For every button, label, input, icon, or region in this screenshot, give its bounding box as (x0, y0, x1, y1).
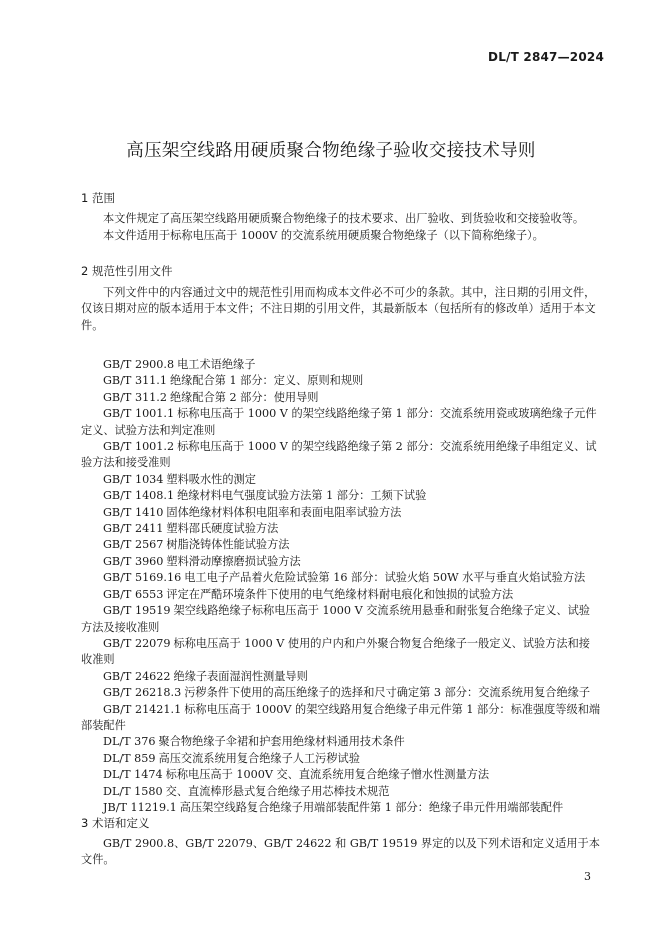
reference-title: 交、直流棒形悬式复合绝缘子用芯棒技术规范 (165, 784, 390, 798)
reference-code: GB/T 1001.2 (103, 440, 175, 454)
reference-title: 评定在严酷环境条件下使用的电气绝缘材料耐电痕化和蚀损的试验方法 (166, 587, 514, 601)
reference-title: 标称电压高于 1000V 交、直流系统用复合绝缘子憎水性测量方法 (165, 768, 490, 782)
reference-item (81, 603, 601, 636)
reference-item (81, 521, 601, 537)
reference-code: DL/T 859 (103, 751, 156, 765)
reference-title: 绝缘配合第 1 部分：定义、原则和规则 (169, 374, 364, 388)
reference-item (81, 734, 601, 750)
standard-number: DL/T 2847—2024 (488, 50, 604, 64)
terms-paragraph: GB/T 2900.8、GB/T 22079、GB/T 24622 和 GB/T 19519 界定的以及下列术语和定义适用于本文件。 (81, 837, 600, 867)
reference-item (81, 505, 601, 521)
reference-code: DL/T 376 (103, 735, 156, 749)
reference-item (81, 537, 601, 553)
reference-code: GB/T 19519 (103, 604, 171, 618)
reference-code: GB/T 1408.1 (103, 489, 175, 503)
reference-code: GB/T 5169.16 (103, 571, 182, 585)
reference-list (81, 357, 601, 816)
reference-title: 标称电压高于 1000 V 的架空线路绝缘子第 1 部分：交流系统用瓷或玻璃绝缘子元件定义、试验方法和判定准则 (81, 407, 597, 437)
reference-item (81, 767, 601, 783)
reference-item (81, 800, 601, 816)
reference-code: GB/T 2900.8 (103, 358, 175, 371)
reference-item (81, 406, 601, 439)
reference-item (81, 439, 601, 472)
reference-title: 架空线路绝缘子标称电压高于 1000 V 交流系统用悬垂和耐张复合绝缘子定义、试验方法及接收准则 (81, 604, 590, 634)
reference-code: JB/T 11219.1 (103, 800, 177, 814)
reference-item (81, 357, 601, 373)
reference-code: GB/T 22079 (103, 636, 171, 650)
reference-code: GB/T 1034 (103, 472, 164, 486)
reference-code: GB/T 2411 (103, 522, 164, 536)
reference-item (81, 702, 601, 735)
section-heading-terms: 3 术语和定义 (81, 816, 150, 830)
reference-code: GB/T 311.1 (103, 374, 167, 388)
reference-code: GB/T 2567 (103, 538, 164, 552)
reference-code: DL/T 1474 (103, 768, 163, 782)
reference-item (81, 373, 601, 389)
reference-item (81, 472, 601, 488)
reference-title: 高压架空线路复合绝缘子用端部装配件第 1 部分：绝缘子串元件用端部装配件 (179, 800, 564, 814)
reference-item (81, 390, 601, 406)
reference-item (81, 587, 601, 603)
reference-title: 标称电压高于 1000V 的架空线路用复合绝缘子串元件第 1 部分：标准强度等级和端部装配件 (81, 702, 601, 732)
reference-title: 绝缘配合第 2 部分：使用导则 (169, 390, 319, 404)
reference-title: 绝缘子表面湿润性测量导则 (173, 669, 308, 683)
scope-paragraph-2: 本文件适用于标称电压高于 1000V 的交流系统用硬质聚合物绝缘子（以下简称绝缘子）。 (103, 229, 544, 242)
reference-title: 树脂浇铸体性能试验方法 (166, 538, 290, 552)
reference-title: 塑料滑动摩擦磨损试验方法 (166, 554, 301, 568)
reference-title: 电工电子产品着火危险试验第 16 部分：试验火焰 50W 水平与垂直火焰试验方法 (184, 571, 586, 585)
reference-code: GB/T 6553 (103, 587, 164, 601)
reference-item (81, 488, 601, 504)
reference-title: 固体绝缘材料体积电阻率和表面电阻率试验方法 (166, 505, 402, 519)
reference-item (81, 554, 601, 570)
reference-item (81, 751, 601, 767)
reference-code: DL/T 1580 (103, 784, 163, 798)
reference-item (81, 669, 601, 685)
page-number: 3 (584, 870, 591, 883)
reference-title: 聚合物绝缘子伞裙和护套用绝缘材料通用技术条件 (158, 735, 405, 749)
reference-code: GB/T 24622 (103, 669, 171, 683)
scope-paragraph-1: 本文件规定了高压架空线路用硬质聚合物绝缘子的技术要求、出厂验收、到货验收和交接验收等。 (103, 212, 585, 225)
normative-intro-paragraph: 下列文件中的内容通过文中的规范性引用而构成本文件必不可少的条款。其中，注日期的引用文件，仅该日期对应的版本适用于本文件；不注日期的引用文件，其最新版本（包括所有的修改单）适用于本文件。 (81, 286, 596, 332)
reference-title: 电工术语绝缘子 (177, 358, 256, 371)
document-title: 高压架空线路用硬质聚合物绝缘子验收交接技术导则 (126, 141, 536, 161)
reference-code: GB/T 21421.1 (103, 702, 182, 716)
reference-code: GB/T 1410 (103, 505, 164, 519)
reference-code: GB/T 26218.3 (103, 686, 182, 700)
reference-title: 绝缘材料电气强度试验方法第 1 部分：工频下试验 (177, 489, 427, 503)
section-heading-normative-references: 2 规范性引用文件 (81, 264, 173, 278)
reference-title: 标称电压高于 1000 V 使用的户内和户外聚合物复合绝缘子一般定义、试验方法和接收准则 (81, 636, 590, 667)
reference-item (81, 685, 601, 701)
reference-title: 污秽条件下使用的高压绝缘子的选择和尺寸确定第 3 部分：交流系统用复合绝缘子 (184, 686, 591, 700)
reference-title: 高压交流系统用复合绝缘子人工污秽试验 (158, 751, 360, 765)
reference-item (81, 636, 601, 669)
reference-title: 塑料邵氏硬度试验方法 (166, 522, 279, 536)
reference-title: 塑料吸水性的测定 (166, 472, 256, 486)
reference-code: GB/T 3960 (103, 554, 164, 568)
reference-title: 标称电压高于 1000 V 的架空线路绝缘子第 2 部分：交流系统用绝缘子串组定义、试验方法和接受准则 (81, 440, 597, 470)
reference-item (81, 570, 601, 586)
reference-item (81, 784, 601, 800)
section-heading-scope: 1 范围 (81, 191, 115, 205)
reference-code: GB/T 311.2 (103, 390, 167, 404)
reference-code: GB/T 1001.1 (103, 407, 175, 421)
